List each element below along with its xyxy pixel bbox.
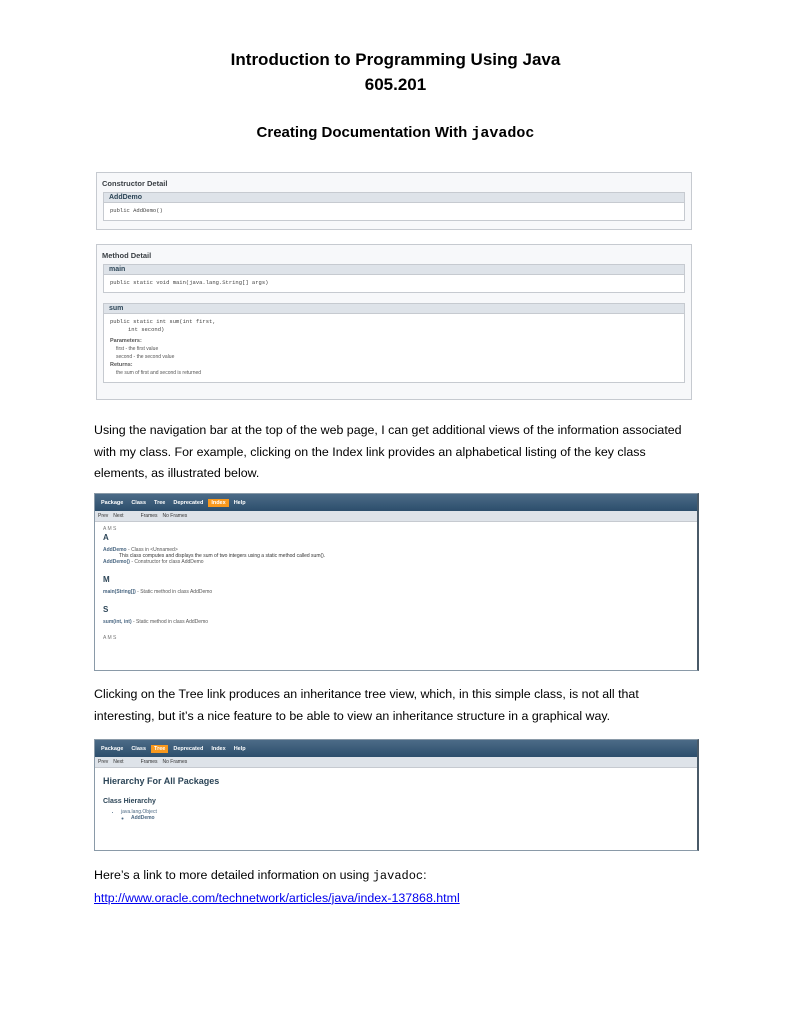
method-main xyxy=(103,264,685,293)
nav-index-link[interactable]: Index xyxy=(211,745,226,752)
method-sum-name: sum xyxy=(104,304,684,314)
nav-package-link[interactable]: Package xyxy=(101,499,124,506)
subtitle-code: javadoc xyxy=(471,125,535,142)
index-letter-m: M xyxy=(103,575,110,584)
tree-screenshot xyxy=(94,739,699,851)
nav-deprecated-link[interactable]: Deprecated xyxy=(173,745,204,752)
footer-text-prefix: Here’s a link to more detailed information on using xyxy=(94,868,373,882)
index-subnav xyxy=(95,511,697,522)
index-entry-text: - Static method in class AddDemo xyxy=(131,619,209,625)
no-frames-link[interactable]: No Frames xyxy=(162,759,188,765)
tree-child-list xyxy=(121,815,689,821)
method-detail-title: Method Detail xyxy=(102,251,152,260)
course-number: 605.201 xyxy=(364,75,427,94)
tree-content xyxy=(95,768,697,827)
sum-returns: the sum of first and second is returned xyxy=(116,370,202,376)
index-entry-desc-text: This class computes and displays the sum of two integers using a static method called sum(). xyxy=(119,553,326,559)
index-entry-text: - Class in <Unnamed> xyxy=(126,547,178,553)
sum-signature-line1: public static int sum(int first, xyxy=(110,318,216,325)
next-link[interactable]: Next xyxy=(113,759,124,765)
sum-param1: first - the first value xyxy=(116,346,159,352)
constructor-detail-panel xyxy=(96,172,692,230)
next-link[interactable]: Next xyxy=(113,513,124,519)
prev-link[interactable]: Prev xyxy=(98,513,109,519)
paragraph-index-intro: Using the navigation bar at the top of the web page, I can get additional views of the information associated with my class. For example, clicking on the Index link provides an alphabetical listing of the key class elements, as illustrated below. xyxy=(94,423,682,480)
sum-param2: second - the second value xyxy=(116,354,175,360)
tree-child-item xyxy=(131,815,689,821)
no-frames-link[interactable]: No Frames xyxy=(162,513,188,519)
tree-heading: Hierarchy For All Packages xyxy=(103,776,220,786)
index-entry xyxy=(103,619,689,625)
index-entry-text: - Static method in class AddDemo xyxy=(135,589,213,595)
index-letters-top[interactable]: A M S xyxy=(103,526,117,532)
sum-returns-label: Returns: xyxy=(110,362,133,368)
tree-child-link[interactable]: AddDemo xyxy=(131,815,155,821)
index-letter-s: S xyxy=(103,605,109,614)
nav-package-link[interactable]: Package xyxy=(101,745,124,752)
footer-code: javadoc xyxy=(372,869,424,883)
nav-tree-link[interactable]: Tree xyxy=(154,499,166,506)
method-sum-body xyxy=(104,314,684,382)
prev-link[interactable]: Prev xyxy=(98,759,109,765)
sum-signature-line2: int second) xyxy=(128,326,165,333)
nav-class-link[interactable]: Class xyxy=(131,745,147,752)
index-entry-link[interactable]: AddDemo xyxy=(103,547,127,553)
nav-help-link[interactable]: Help xyxy=(233,499,246,506)
frames-link[interactable]: Frames xyxy=(140,513,158,519)
tree-root-item xyxy=(121,809,689,821)
frames-link[interactable]: Frames xyxy=(140,759,158,765)
nav-index-link[interactable]: Index xyxy=(208,499,228,507)
index-entry xyxy=(103,559,689,565)
page-subtitle xyxy=(0,124,791,142)
tree-subheading: Class Hierarchy xyxy=(103,798,156,805)
sum-params-label: Parameters: xyxy=(110,338,142,344)
constructor-member xyxy=(103,192,685,221)
nav-tree-link[interactable]: Tree xyxy=(151,745,168,753)
nav-class-link[interactable]: Class xyxy=(131,499,147,506)
constructor-detail-title: Constructor Detail xyxy=(102,179,168,188)
tree-subnav xyxy=(95,757,697,768)
nav-help-link[interactable]: Help xyxy=(233,745,246,752)
nav-deprecated-link[interactable]: Deprecated xyxy=(173,499,204,506)
index-letters-bottom[interactable]: A M S xyxy=(103,635,117,641)
index-letter-a: A xyxy=(103,533,109,542)
subtitle-text: Creating Documentation With xyxy=(256,124,472,141)
constructor-signature: public AddDemo() xyxy=(110,207,163,214)
method-detail-panel xyxy=(96,244,692,400)
index-entry-link[interactable]: main(String[]) xyxy=(103,589,136,595)
footer-text-suffix: : xyxy=(423,868,427,882)
index-screenshot xyxy=(94,493,699,671)
index-entry xyxy=(103,589,689,595)
tree-root-text: java.lang.Object xyxy=(121,809,157,815)
page-title: Introduction to Programming Using Java xyxy=(230,50,561,69)
index-entry-link[interactable]: AddDemo() xyxy=(103,559,130,565)
index-entry-link[interactable]: sum(int, int) xyxy=(103,619,132,625)
index-content xyxy=(95,522,697,645)
javadoc-article-link[interactable]: http://www.oracle.com/technetwork/articles/java/index-137868.html xyxy=(94,890,460,905)
index-entry-text: - Constructor for class AddDemo xyxy=(129,559,204,565)
tree-navbar xyxy=(95,740,697,757)
method-sum xyxy=(103,303,685,383)
method-main-signature: public static void main(java.lang.String[] args) xyxy=(110,279,269,286)
footer-text xyxy=(94,865,694,909)
index-navbar xyxy=(95,494,697,511)
tree-list xyxy=(103,809,689,821)
method-main-name: main xyxy=(104,265,684,275)
constructor-name: AddDemo xyxy=(104,193,684,203)
paragraph-tree-intro: Clicking on the Tree link produces an inheritance tree view, which, in this simple class, is not all that interesting, but it’s a nice feature to be able to view an inheritance structure in a graphical way. xyxy=(94,687,639,723)
